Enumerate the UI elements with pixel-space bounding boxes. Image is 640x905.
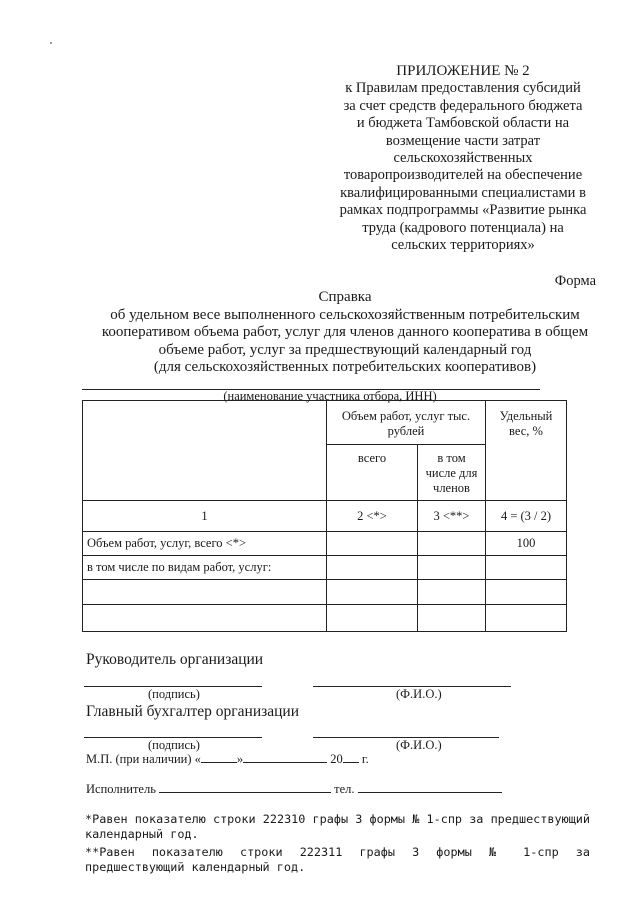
row-bytype-label: в том числе по видам работ, услуг: [83, 556, 327, 580]
document-title: Справка [318, 289, 372, 305]
form-label: Форма [554, 273, 596, 289]
scan-speck [50, 42, 52, 44]
row-bytype-cell[interactable] [327, 556, 418, 580]
table-row-empty-cell[interactable] [486, 605, 567, 632]
column-number-3: 3 <**> [418, 501, 486, 532]
table-header-blank [83, 401, 327, 501]
participant-caption: (наименование участника отбора, ИНН) [223, 389, 437, 403]
footnote-1: *Равен показателю строки 222310 графы 3 формы № 1-спр за предшествующий календарный год. [85, 812, 590, 841]
appendix-line: сельских территориях» [391, 237, 535, 254]
phone-field[interactable] [358, 792, 502, 793]
column-number-1: 1 [83, 501, 327, 532]
appendix-header [318, 63, 608, 254]
column-number-2: 2 <*> [327, 501, 418, 532]
document-subtitle-line: кооперативом объема работ, услуг для членов данного кооператива в общем [101, 324, 589, 340]
table-row-empty-cell[interactable] [418, 580, 486, 605]
stamp-suffix: г. [358, 752, 369, 766]
head-name-caption: (Ф.И.О.) [396, 687, 442, 701]
table-row-empty-cell[interactable] [327, 605, 418, 632]
stamp-year: 20 [327, 752, 343, 766]
header-members: в том числе для членов [418, 445, 486, 501]
executor-label: Исполнитель [86, 782, 156, 796]
document-subtitle-line: об удельном весе выполненного сельскохозяйственным потребительским [110, 306, 580, 323]
header-share: Удельный вес, % [486, 401, 567, 501]
header-volume: Объем работ, услуг тыс. рублей [327, 401, 486, 445]
table-row-empty-cell[interactable] [486, 580, 567, 605]
row-total-cell[interactable] [327, 532, 418, 556]
column-number-4: 4 = (3 / 2) [486, 501, 567, 532]
footnote-2: **Равен показателю строки 222311 графы 3 формы № 1-спр за предшествующий календарный год. [85, 845, 590, 874]
appendix-line: возмещение части затрат [385, 132, 541, 149]
date-month-field[interactable] [243, 762, 327, 763]
head-signature-caption: (подпись) [148, 687, 200, 701]
accountant-label: Главный бухгалтер организации [86, 703, 300, 720]
document-heading [60, 289, 630, 377]
row-total-share: 100 [486, 532, 567, 556]
appendix-line: за счет средств федерального бюджета [343, 97, 583, 114]
stamp-date-line [86, 752, 369, 767]
table-row-empty-cell[interactable] [83, 580, 327, 605]
date-day-field[interactable] [201, 762, 237, 763]
stamp-mid: » [236, 752, 244, 766]
data-table [82, 400, 567, 632]
participant-line-left [82, 389, 182, 390]
header-total: всего [327, 445, 418, 501]
appendix-line: рамках подпрограммы «Развитие рынка [339, 202, 587, 219]
table-row-empty-cell[interactable] [418, 605, 486, 632]
executor-field[interactable] [159, 792, 331, 793]
table-row-empty-cell[interactable] [83, 605, 327, 632]
phone-label: тел. [334, 782, 355, 796]
accountant-name-caption: (Ф.И.О.) [396, 738, 442, 752]
appendix-line: к Правилам предоставления субсидий [345, 80, 581, 97]
appendix-line: и бюджета Тамбовской области на [356, 115, 570, 132]
appendix-line: квалифицированными специалистами в [340, 184, 586, 201]
appendix-title: ПРИЛОЖЕНИЕ № 2 [396, 63, 530, 79]
row-total-cell[interactable] [418, 532, 486, 556]
document-subtitle-line: объеме работ, услуг за предшествующий календарный год [158, 341, 532, 358]
table-row-empty-cell[interactable] [327, 580, 418, 605]
row-bytype-cell[interactable] [418, 556, 486, 580]
row-total-label: Объем работ, услуг, всего <*> [83, 532, 327, 556]
stamp-prefix: М.П. (при наличии) « [86, 752, 201, 766]
appendix-line: сельскохозяйственных [393, 150, 533, 167]
date-year-field[interactable] [343, 762, 359, 763]
row-bytype-cell[interactable] [486, 556, 567, 580]
head-label: Руководитель организации [86, 651, 264, 668]
appendix-line: труда (кадрового потенциала) на [362, 219, 564, 236]
document-subtitle-line: (для сельскохозяйственных потребительских кооперативов) [153, 359, 537, 375]
executor-line [86, 782, 502, 797]
accountant-signature-caption: (подпись) [148, 738, 200, 752]
appendix-line: товаропроизводителей на обеспечение [343, 167, 583, 184]
